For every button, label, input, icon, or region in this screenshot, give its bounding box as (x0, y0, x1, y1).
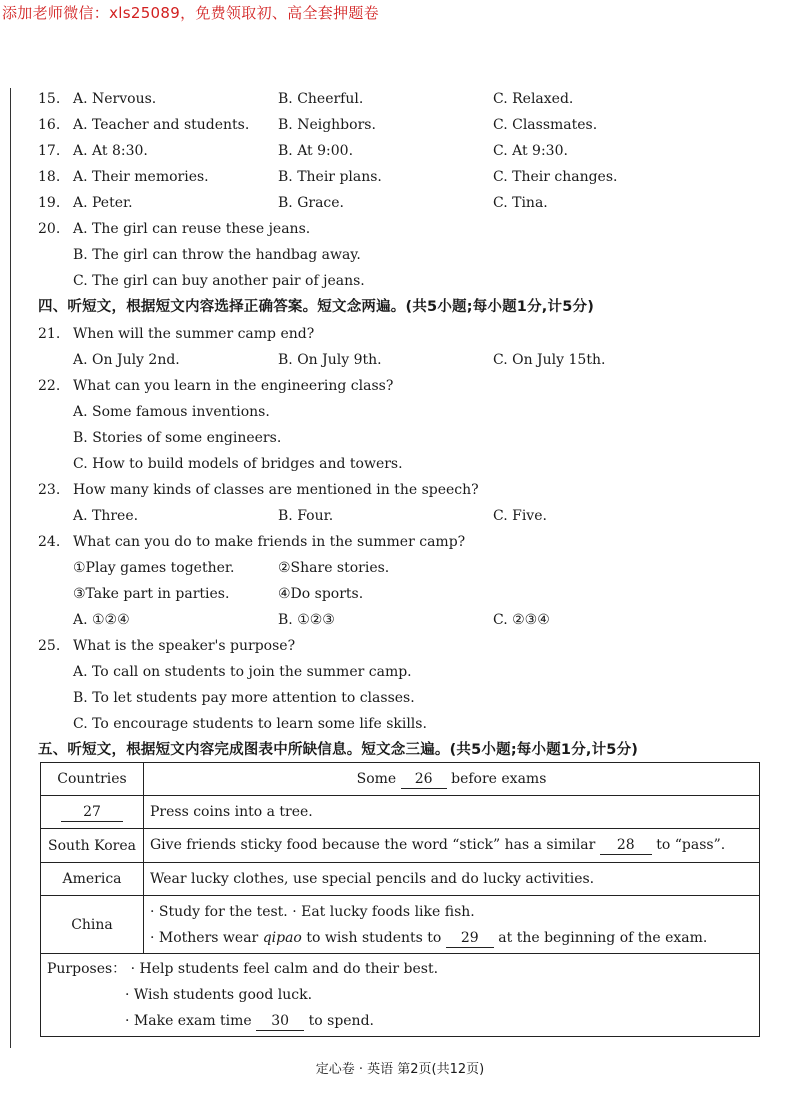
page-footer: 定心卷 · 英语 第2页(共12页) (315, 1062, 485, 1077)
question-number: 21. (38, 326, 61, 342)
item-3: ③Take part in parties. (73, 586, 230, 602)
question-25-option-c (38, 711, 758, 737)
custom-cell (144, 896, 760, 954)
item-1: ①Play games together. (73, 560, 235, 576)
question-number: 17. (38, 143, 61, 159)
china-line-2-mid: to wish students to (306, 929, 442, 946)
question-25-option-a (38, 659, 758, 685)
question-number: 15. (38, 91, 61, 107)
purpose-line-3 (47, 1008, 753, 1034)
option-b: B. Grace. (278, 195, 344, 211)
table-row (41, 796, 760, 829)
purpose-2: · Wish students good luck. (125, 987, 313, 1003)
question-21 (38, 321, 758, 347)
question-16 (38, 112, 758, 138)
question-22-option-c (38, 451, 758, 477)
question-stem: When will the summer camp end? (73, 326, 315, 342)
option-a: A. Teacher and students. (73, 117, 250, 133)
countries-header: Countries (41, 763, 144, 796)
row2-text: Give friends sticky food because the word “stick” has a similar (150, 837, 596, 853)
question-21-options (38, 347, 758, 373)
china-line-2-pre: · Mothers wear (150, 929, 259, 946)
option-b: B. Four. (278, 508, 334, 524)
option-b: B. To let students pay more attention to classes. (73, 690, 415, 706)
option-a: A. To call on students to join the summer camp. (73, 664, 412, 680)
china-line-2 (150, 925, 753, 951)
option-b: B. Cheerful. (278, 91, 364, 107)
option-a: A. Three. (73, 508, 139, 524)
custom-cell (144, 829, 760, 863)
country-cell: South Korea (41, 829, 144, 863)
blank-28[interactable]: 28 (600, 836, 652, 855)
option-a: A. On July 2nd. (73, 352, 180, 368)
option-c: C. On July 15th. (493, 352, 606, 368)
question-22 (38, 373, 758, 399)
china-line-2-post: at the beginning of the exam. (498, 929, 708, 946)
question-stem: What is the speaker's purpose? (73, 638, 296, 654)
table-row (41, 863, 760, 896)
item-4: ④Do sports. (278, 586, 364, 602)
option-c: C. How to build models of bridges and towers. (73, 456, 403, 472)
question-number: 23. (38, 482, 61, 498)
option-b: B. On July 9th. (278, 352, 382, 368)
option-a: A. Some famous inventions. (73, 404, 270, 420)
option-c: C. At 9:30. (493, 143, 568, 159)
purpose-3-pre: · Make exam time (125, 1013, 252, 1029)
question-24-options (38, 607, 758, 633)
question-number: 22. (38, 378, 61, 394)
page-border (10, 88, 11, 1048)
question-stem: What can you do to make friends in the summer camp? (73, 534, 466, 550)
blank-27[interactable]: 27 (61, 803, 123, 822)
watermark-text: 添加老师微信：xls25089，免费领取初、高全套押题卷 (2, 4, 379, 22)
question-20 (38, 216, 758, 242)
option-c: C. The girl can buy another pair of jeans. (73, 273, 365, 289)
table-header (144, 763, 760, 796)
question-25 (38, 633, 758, 659)
question-stem: How many kinds of classes are mentioned in the speech? (73, 482, 479, 498)
question-stem: What can you learn in the engineering class? (73, 378, 394, 394)
section-4-title: 四、听短文，根据短文内容选择正确答案。短文念两遍。(共5小题;每小题1分,计5分) (38, 299, 595, 315)
question-20-option-c (38, 268, 758, 294)
option-c: C. ②③④ (493, 612, 550, 628)
question-22-option-b (38, 425, 758, 451)
question-number: 24. (38, 534, 61, 550)
question-number: 20. (38, 221, 61, 237)
purpose-1: · Help students feel calm and do their best. (130, 961, 439, 977)
option-a: A. Peter. (73, 195, 133, 211)
option-c: C. Their changes. (493, 169, 618, 185)
option-b: B. The girl can throw the handbag away. (73, 247, 361, 263)
info-table (40, 762, 760, 1037)
option-a: A. The girl can reuse these jeans. (73, 221, 311, 237)
row2-post: to “pass”. (656, 837, 726, 853)
header-pre: Some (356, 770, 397, 787)
question-24-items-2 (38, 581, 758, 607)
question-25-option-b (38, 685, 758, 711)
option-b: B. Stories of some engineers. (73, 430, 282, 446)
blank-26[interactable]: 26 (401, 770, 447, 789)
table-header-row (41, 763, 760, 796)
blank-29[interactable]: 29 (446, 929, 494, 948)
country-cell: China (41, 896, 144, 954)
purpose-3-post: to spend. (308, 1013, 374, 1029)
option-c: C. To encourage students to learn some life skills. (73, 716, 427, 732)
question-18 (38, 164, 758, 190)
question-24 (38, 529, 758, 555)
question-number: 16. (38, 117, 61, 133)
option-c: C. Relaxed. (493, 91, 574, 107)
table-row (41, 896, 760, 954)
qipao-term: qipao (262, 929, 302, 946)
country-cell (41, 796, 144, 829)
purposes-label: Purposes： (47, 961, 127, 977)
blank-30[interactable]: 30 (256, 1012, 304, 1031)
purposes-row (41, 954, 760, 1037)
question-content (38, 86, 758, 764)
custom-cell: Wear lucky clothes, use special pencils and do lucky activities. (144, 863, 760, 896)
custom-cell: Press coins into a tree. (144, 796, 760, 829)
country-cell: America (41, 863, 144, 896)
option-a: A. Their memories. (73, 169, 209, 185)
question-17 (38, 138, 758, 164)
option-a: A. Nervous. (73, 91, 157, 107)
header-post: before exams (451, 770, 547, 787)
question-23 (38, 477, 758, 503)
option-a: A. At 8:30. (73, 143, 148, 159)
section-5-title: 五、听短文，根据短文内容完成图表中所缺信息。短文念三遍。(共5小题;每小题1分,计5分) (38, 742, 639, 758)
table-row (41, 829, 760, 863)
question-number: 19. (38, 195, 61, 211)
option-b: B. At 9:00. (278, 143, 354, 159)
question-23-options (38, 503, 758, 529)
purpose-line-1 (47, 956, 753, 982)
option-b: B. Their plans. (278, 169, 382, 185)
option-c: C. Tina. (493, 195, 548, 211)
china-line-1: · Study for the test. · Eat lucky foods like fish. (150, 903, 475, 920)
purposes-cell (41, 954, 760, 1037)
item-2: ②Share stories. (278, 560, 390, 576)
option-b: B. ①②③ (278, 612, 335, 628)
question-number: 25. (38, 638, 61, 654)
option-c: C. Classmates. (493, 117, 598, 133)
option-a: A. ①②④ (73, 612, 130, 628)
question-22-option-a (38, 399, 758, 425)
question-19 (38, 190, 758, 216)
question-15 (38, 86, 758, 112)
question-number: 18. (38, 169, 61, 185)
question-24-items-1 (38, 555, 758, 581)
option-c: C. Five. (493, 508, 547, 524)
question-20-option-b (38, 242, 758, 268)
option-b: B. Neighbors. (278, 117, 376, 133)
